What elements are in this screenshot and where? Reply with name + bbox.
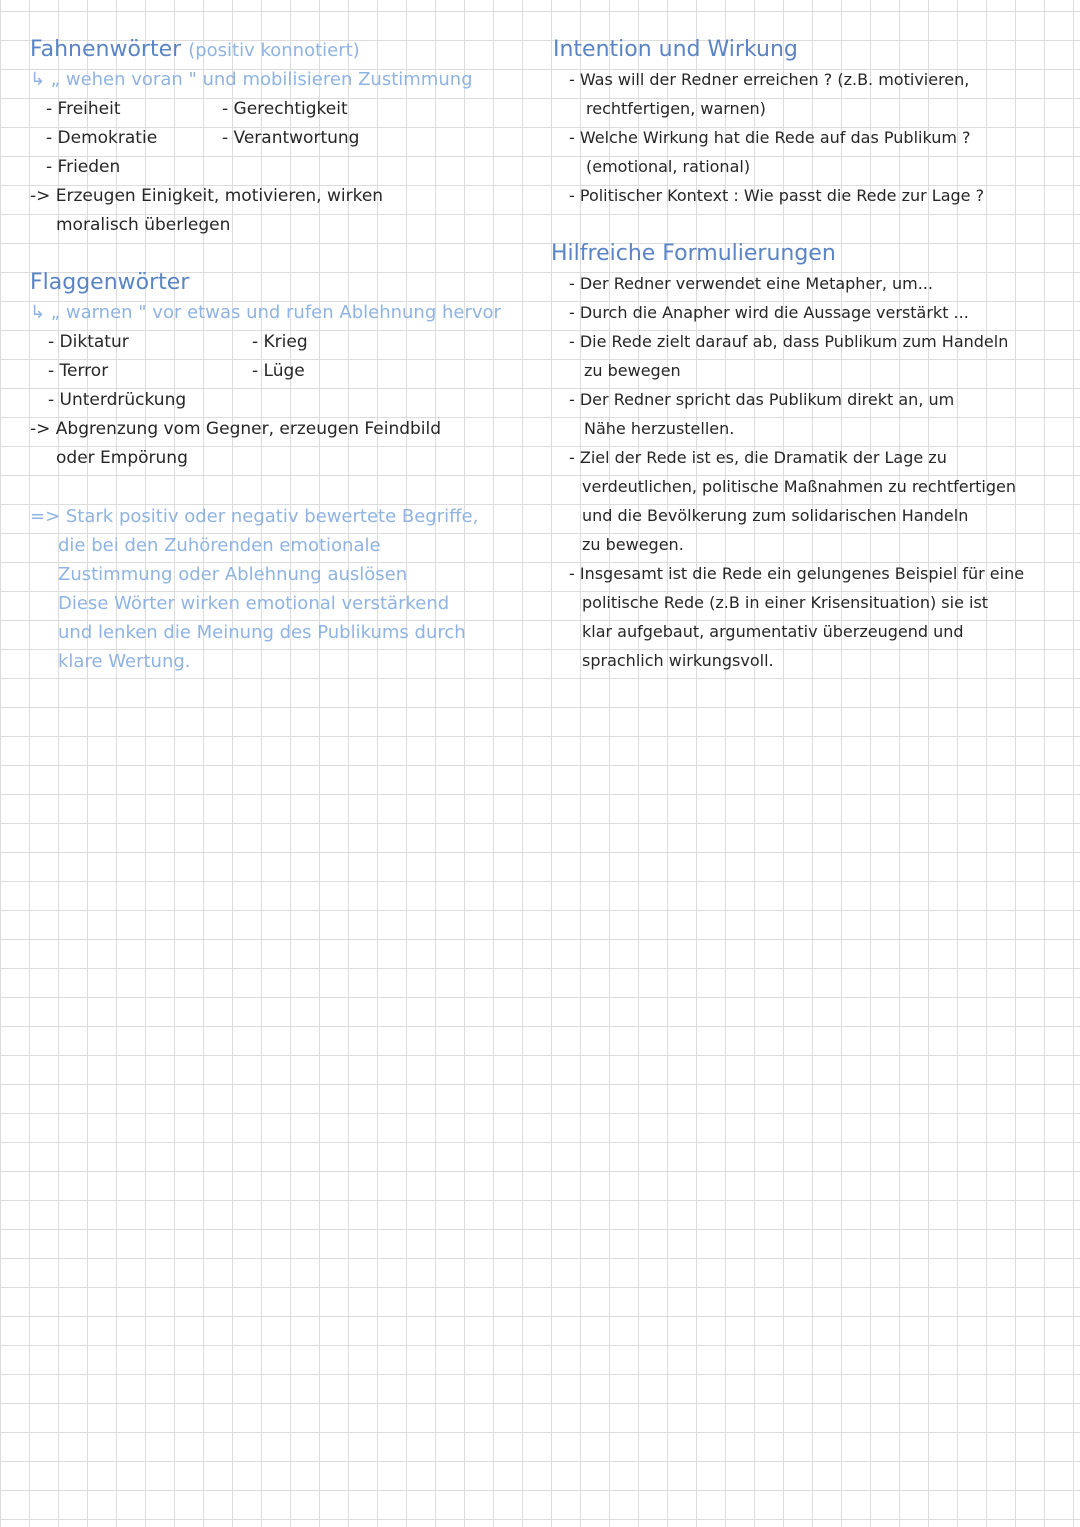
fahnen-item: - Verantwortung (222, 128, 360, 148)
intention-line: - Was will der Redner erreichen ? (z.B. motivieren, (569, 70, 970, 89)
fahnen-item: - Freiheit (46, 99, 121, 119)
formulierung-line: klar aufgebaut, argumentativ überzeugend und (582, 622, 964, 641)
summary-line: => Stark positiv oder negativ bewertete Begriffe, (30, 506, 479, 527)
fahnen-subline: ↳ „ wehen voran " und mobilisieren Zustimmung (30, 69, 473, 90)
formulierung-line: - Der Redner verwendet eine Metapher, um... (569, 274, 934, 293)
flaggen-item: - Unterdrückung (48, 390, 187, 410)
formulierung-line: - Insgesamt ist die Rede ein gelungenes Beispiel für eine (569, 564, 1025, 583)
flaggen-effect: -> Abgrenzung vom Gegner, erzeugen Feindbild (30, 419, 442, 439)
flaggen-item: - Lüge (252, 361, 305, 381)
summary-line: Diese Wörter wirken emotional verstärkend (58, 593, 450, 614)
flaggen-title: Flaggenwörter (30, 270, 190, 295)
fahnen-item: - Gerechtigkeit (222, 99, 348, 119)
summary-line: und lenken die Meinung des Publikums durch (58, 622, 466, 643)
summary-line: die bei den Zuhörenden emotionale (58, 535, 381, 556)
formulierung-line: sprachlich wirkungsvoll. (582, 651, 774, 670)
flaggen-item: - Diktatur (48, 332, 129, 352)
summary-line: klare Wertung. (58, 651, 191, 672)
fahnen-note: (positiv konnotiert) (188, 40, 360, 61)
formulierung-line: Nähe herzustellen. (584, 419, 735, 438)
flaggen-effect-cont: oder Empörung (56, 448, 188, 468)
formulierung-line: zu bewegen. (582, 535, 684, 554)
summary-line: Zustimmung oder Ablehnung auslösen (58, 564, 408, 585)
formulierung-line: und die Bevölkerung zum solidarischen Handeln (582, 506, 969, 525)
formulierung-line: - Die Rede zielt darauf ab, dass Publikum zum Handeln (569, 332, 1009, 351)
intention-line: - Politischer Kontext : Wie passt die Rede zur Lage ? (569, 186, 985, 205)
fahnen-item: - Frieden (46, 157, 121, 177)
formulierung-line: zu bewegen (584, 361, 681, 380)
intention-title: Intention und Wirkung (553, 37, 798, 62)
fahnen-title: Fahnenwörter (positiv konnotiert) (30, 37, 360, 62)
flaggen-subline: ↳ „ warnen " vor etwas und rufen Ablehnung hervor (30, 302, 501, 323)
formulierung-line: verdeutlichen, politische Maßnahmen zu rechtfertigen (582, 477, 1017, 496)
intention-line: - Welche Wirkung hat die Rede auf das Publikum ? (569, 128, 971, 147)
flaggen-item: - Krieg (252, 332, 308, 352)
formulierung-line: - Ziel der Rede ist es, die Dramatik der Lage zu (569, 448, 947, 467)
formulierung-line: politische Rede (z.B in einer Krisensituation) sie ist (582, 593, 989, 612)
intention-line: rechtfertigen, warnen) (586, 99, 766, 118)
fahnen-effect-cont: moralisch überlegen (56, 215, 231, 235)
flaggen-item: - Terror (48, 361, 109, 381)
formulierungen-title: Hilfreiche Formulierungen (551, 241, 836, 266)
fahnen-item: - Demokratie (46, 128, 158, 148)
formulierung-line: - Der Redner spricht das Publikum direkt an, um (569, 390, 955, 409)
fahnen-effect: -> Erzeugen Einigkeit, motivieren, wirken (30, 186, 384, 206)
intention-line: (emotional, rational) (586, 157, 751, 176)
formulierung-line: - Durch die Anapher wird die Aussage verstärkt ... (569, 303, 969, 322)
